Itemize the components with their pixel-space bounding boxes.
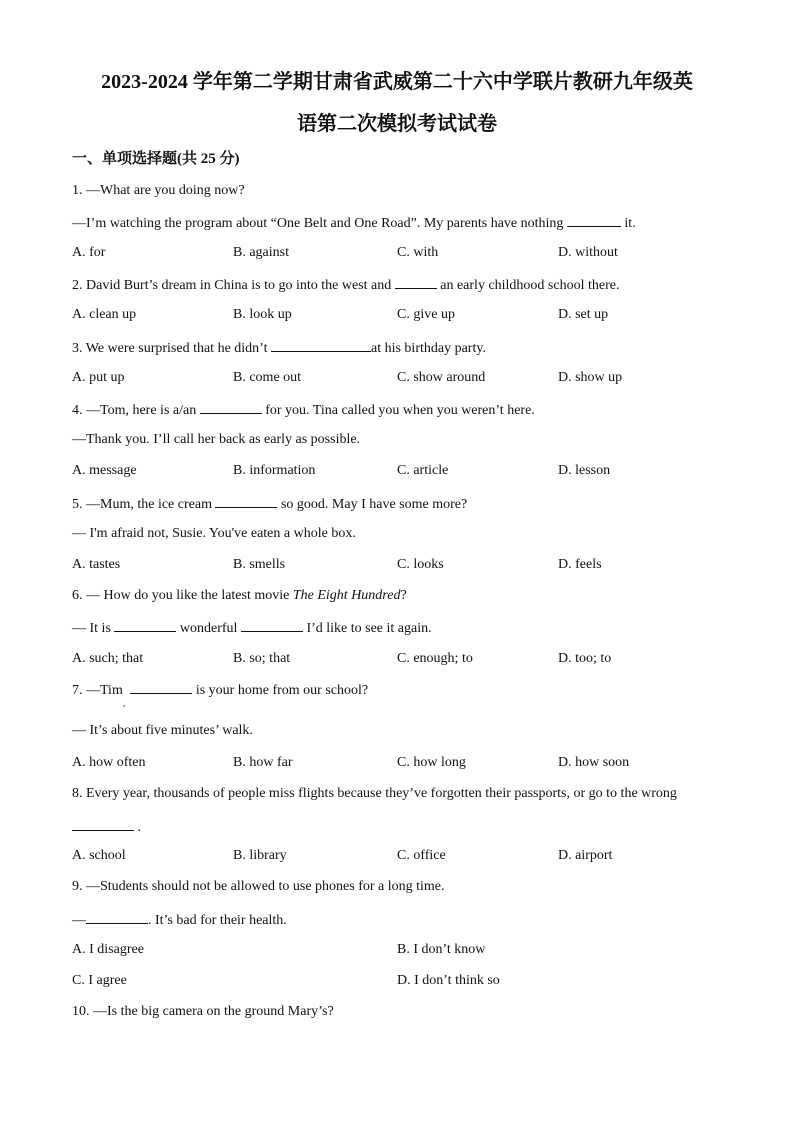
q6-option-c[interactable]: C. enough; to <box>397 651 473 666</box>
q4-reply: —Thank you. I’ll call her back as early as possible. <box>72 432 361 447</box>
q9-option-d[interactable]: D. I don’t think so <box>397 973 500 988</box>
section-heading: 一、单项选择题(共 25 分) <box>72 151 240 167</box>
q7-option-b[interactable]: B. how far <box>233 755 293 770</box>
q7-option-a[interactable]: A. how often <box>72 755 146 770</box>
answer-blank <box>567 214 621 227</box>
q5-option-c[interactable]: C. looks <box>397 557 444 572</box>
q3-option-c[interactable]: C. show around <box>397 370 486 385</box>
q1-option-a[interactable]: A. for <box>72 245 106 260</box>
q5-reply: — I'm afraid not, Susie. You've eaten a whole box. <box>72 526 356 541</box>
q5-option-b[interactable]: B. smells <box>233 557 286 572</box>
q4-option-c[interactable]: C. article <box>397 463 449 478</box>
answer-blank <box>130 681 192 694</box>
q3-stem: 3. We were surprised that he didn’t at his birthday party. <box>72 341 486 356</box>
q9-option-c[interactable]: C. I agree <box>72 973 127 988</box>
q5-option-d[interactable]: D. feels <box>558 557 602 572</box>
q6-reply: — It is wonderful I’d like to see it again. <box>72 621 432 636</box>
q2-option-d[interactable]: D. set up <box>558 307 609 322</box>
q10-stem: 10. —Is the big camera on the ground Mary’s? <box>72 1004 334 1019</box>
answer-blank <box>241 619 303 632</box>
q8-stem-continued: . <box>72 818 141 836</box>
exam-title-line-2: 语第二次模拟考试试卷 <box>297 113 497 135</box>
q7-stem: 7. —Tim is your home from our school? <box>72 683 369 698</box>
q2-option-b[interactable]: B. look up <box>233 307 292 322</box>
q1-option-b[interactable]: B. against <box>233 245 289 260</box>
q6-option-d[interactable]: D. too; to <box>558 651 612 666</box>
movie-title: The Eight Hundred <box>292 588 401 603</box>
q8-stem: 8. Every year, thousands of people miss flights because they’ve forgotten their passports, or go to the wrong <box>72 786 677 801</box>
q2-stem: 2. David Burt’s dream in China is to go into the west and an early childhood school there. <box>72 278 620 293</box>
answer-blank <box>271 339 371 352</box>
q3-option-d[interactable]: D. show up <box>558 370 623 385</box>
q9-option-b[interactable]: B. I don’t know <box>397 942 486 957</box>
q4-option-a[interactable]: A. message <box>72 463 137 478</box>
q9-option-a[interactable]: A. I disagree <box>72 942 144 957</box>
answer-blank <box>72 818 134 831</box>
answer-blank <box>114 619 176 632</box>
q8-option-c[interactable]: C. office <box>397 848 446 863</box>
q7-option-d[interactable]: D. how soon <box>558 755 630 770</box>
q6-stem: 6. — How do you like the latest movie The Eight Hundred? <box>72 588 407 603</box>
answer-blank <box>395 276 437 289</box>
q8-option-b[interactable]: B. library <box>233 848 287 863</box>
answer-blank <box>215 495 277 508</box>
q1-reply: —I’m watching the program about “One Belt and One Road”. My parents have nothing it. <box>72 216 636 231</box>
q2-option-a[interactable]: A. clean up <box>72 307 137 322</box>
q9-reply: — . It’s bad for their health. <box>72 913 287 928</box>
stray-comma: , <box>123 698 126 708</box>
q3-option-b[interactable]: B. come out <box>233 370 302 385</box>
q7-reply: — It’s about five minutes’ walk. <box>72 723 253 738</box>
q1-stem: 1. —What are you doing now? <box>72 183 245 198</box>
q1-option-d[interactable]: D. without <box>558 245 618 260</box>
q3-option-a[interactable]: A. put up <box>72 370 125 385</box>
exam-title-line-1: 2023-2024 学年第二学期甘肃省武威第二十六中学联片教研九年级英 <box>101 71 693 93</box>
q4-stem: 4. —Tom, here is a/an for you. Tina called you when you weren’t here. <box>72 403 535 418</box>
q6-option-a[interactable]: A. such; that <box>72 651 144 666</box>
q6-option-b[interactable]: B. so; that <box>233 651 291 666</box>
q7-option-c[interactable]: C. how long <box>397 755 466 770</box>
q4-option-b[interactable]: B. information <box>233 463 316 478</box>
q4-option-d[interactable]: D. lesson <box>558 463 611 478</box>
q5-stem: 5. —Mum, the ice cream so good. May I have some more? <box>72 497 468 512</box>
q2-option-c[interactable]: C. give up <box>397 307 455 322</box>
q1-option-c[interactable]: C. with <box>397 245 439 260</box>
q8-option-d[interactable]: D. airport <box>558 848 613 863</box>
q8-option-a[interactable]: A. school <box>72 848 126 863</box>
answer-blank <box>200 401 262 414</box>
q5-option-a[interactable]: A. tastes <box>72 557 121 572</box>
answer-blank <box>86 911 148 924</box>
q9-stem: 9. —Students should not be allowed to use phones for a long time. <box>72 879 445 894</box>
